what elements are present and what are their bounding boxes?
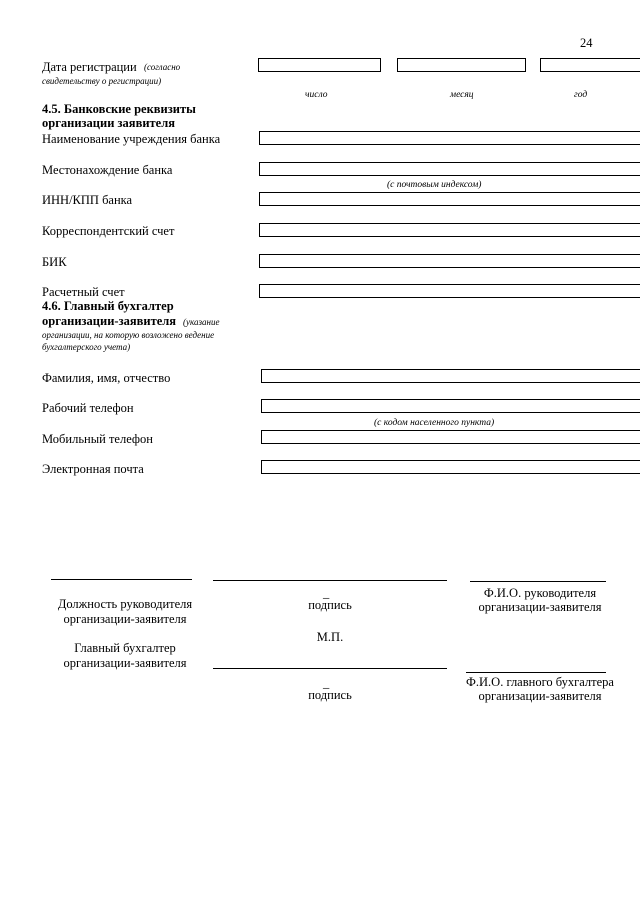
stamp-label: М.П. [316,630,344,644]
accountant-note-3: бухгалтерского учета) [42,342,131,352]
accountant-signature-line[interactable] [213,668,447,669]
chief-accountant-label-2: организации-заявителя [63,656,187,670]
registration-note-1: (согласно [144,62,181,72]
bank-location-field[interactable] [259,162,640,176]
accountant-signature-caption: подпись [308,688,352,702]
accountant-note-2: организации, на которую возложено ведение [42,330,215,340]
chief-accountant-label-1: Главный бухгалтер [74,641,176,655]
accountant-heading-2: организации-заявителя [42,314,177,328]
bank-corr-label: Корреспондентский счет [42,224,175,238]
head-signature-line[interactable] [213,580,447,581]
head-position-label-1: Должность руководителя [57,597,193,611]
accountant-note-1: (указание [183,317,220,327]
registration-day-field[interactable] [258,58,381,72]
email-field[interactable] [261,460,640,474]
head-position-line [51,579,192,580]
email-label: Электронная почта [42,462,144,476]
accountant-fio-label: Фамилия, имя, отчество [42,371,171,385]
accountant-fio-line[interactable] [466,672,606,673]
head-fio-caption-1: Ф.И.О. руководителя [483,586,597,600]
month-caption: месяц [450,90,474,100]
page-number: 24 [580,36,593,50]
bank-heading-1: 4.5. Банковские реквизиты [42,102,196,116]
bank-location-hint: (с почтовым индексом) [387,180,482,190]
bank-name-field[interactable] [259,131,640,145]
day-caption: число [305,90,328,100]
accountant-fio-field[interactable] [261,369,640,383]
registration-year-field[interactable] [540,58,640,72]
accountant-signature-dash: _ [323,676,330,690]
year-caption: год [574,90,588,100]
accountant-heading-1: 4.6. Главный бухгалтер [42,299,174,313]
accountant-fio-caption-2: организации-заявителя [478,689,602,703]
bank-account-label: Расчетный счет [42,285,125,299]
bank-corr-field[interactable] [259,223,640,237]
bank-bik-field[interactable] [259,254,640,268]
bank-name-label: Наименование учреждения банка [42,132,221,146]
registration-date-label: Дата регистрации [42,60,137,74]
work-phone-label: Рабочий телефон [42,401,134,415]
accountant-fio-caption-1: Ф.И.О. главного бухгалтера [466,675,614,689]
mobile-phone-field[interactable] [261,430,640,444]
head-fio-caption-2: организации-заявителя [478,600,602,614]
head-signature-dash: _ [323,586,330,600]
bank-inn-label: ИНН/КПП банка [42,193,133,207]
bank-bik-label: БИК [42,255,67,269]
phone-hint: (с кодом населенного пункта) [374,418,495,428]
bank-heading-2: организации заявителя [42,116,175,130]
head-signature-caption: подпись [308,598,352,612]
registration-note-2: свидетельству о регистрации) [42,76,162,86]
bank-account-field[interactable] [259,284,640,298]
head-fio-line[interactable] [470,581,606,582]
registration-month-field[interactable] [397,58,526,72]
work-phone-field[interactable] [261,399,640,413]
mobile-phone-label: Мобильный телефон [42,432,153,446]
bank-inn-field[interactable] [259,192,640,206]
bank-location-label: Местонахождение банка [42,163,173,177]
head-position-label-2: организации-заявителя [63,612,187,626]
